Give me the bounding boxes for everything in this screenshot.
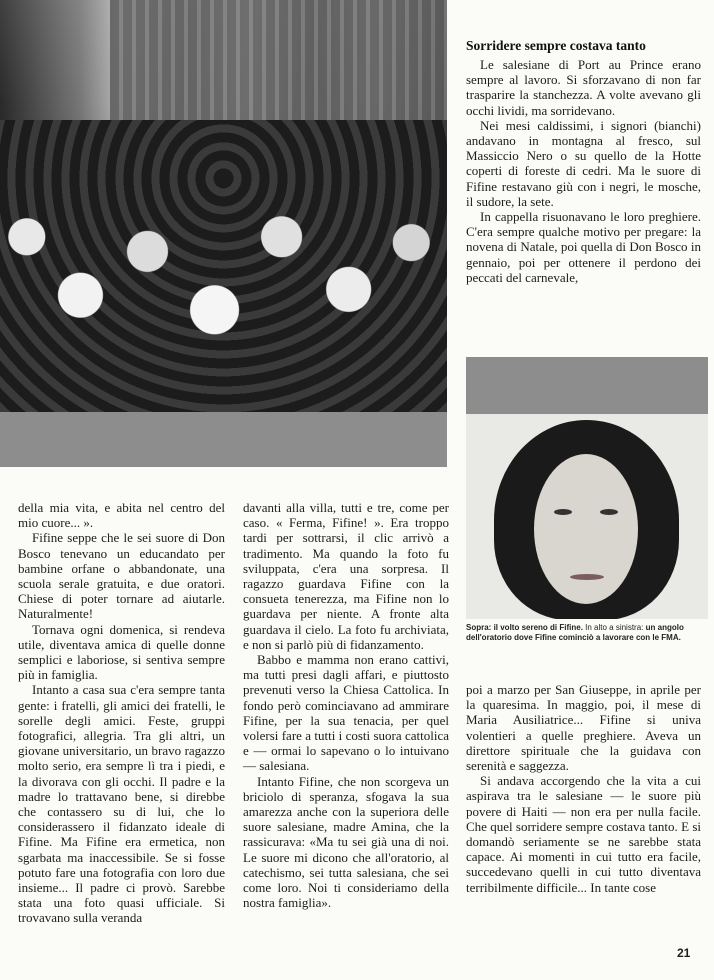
paragraph: Intanto Fifine, che non scorgeva un briciolo di speranza, sfogava la sua amarezza anche con la superiora delle suore salesiane, madre Amina, che la rassicurava: «Ma tu sei già una di noi. Le suore mi dicono che all'oratorio, al catechismo, sei tutta salesiana, che sei come loro. Noi ti consideriamo della nostra famiglia». <box>243 773 449 911</box>
caption-text: In alto a sinistra: <box>582 623 644 632</box>
portrait-eye <box>554 509 572 515</box>
paragraph: Si andava accorgendo che la vita a cui aspirava tra le salesiane — le suore più povere di Haiti — non era per nulla facile. Che quel sorridere sempre costava tanto. E si domandò seriamente se ne sarebbe stata capace. Ai momenti in cui tutto era facile, succedevano quelli in cui tutto diventava terribilmente difficile... In tante cose <box>466 773 701 895</box>
column-right-top <box>466 57 701 285</box>
oratory-photo <box>0 0 447 412</box>
portrait-photo <box>466 414 708 619</box>
photo-caption <box>466 623 708 643</box>
column-1 <box>18 500 225 926</box>
gray-band-right <box>466 357 708 414</box>
paragraph: Nei mesi caldissimi, i signori (bianchi) andavano in montagna al fresco, sul Massiccio Nero o su quello de la Hotte coperti di foreste di cedri. Ma le suore di Fifine restavano giù con i negri, le mosche, il sudore, la sete. <box>466 117 701 209</box>
section-heading: Sorridere sempre costava tanto <box>466 38 646 53</box>
paragraph: della mia vita, e abita nel centro del mio cuore... ». <box>18 500 225 531</box>
column-right-bottom <box>466 682 701 895</box>
paragraph: Babbo e mamma non erano cattivi, ma tutti presi dagli affari, e piuttosto prevenuti verso la Chiesa Cattolica. In fondo però cominciavano ad ammirare Fifine, per la sua tenacia, per quel volersi fare a tutti i costi suora cattolica e — ormai lo sapevano o lo intuivano — salesiana. <box>243 652 449 774</box>
gray-band-top <box>0 412 447 467</box>
paragraph: In cappella risuonavano le loro preghiere. C'era sempre qualche motivo per pregare: la novena di Natale, poi quella di Don Bosco in gennaio, poi per ottenere il perdono dei peccati del carnevale, <box>466 209 701 285</box>
column-2 <box>243 500 449 910</box>
paragraph: Intanto a casa sua c'era sempre tanta gente: i fratelli, gli amici dei fratelli, le sorelle degli amici. Feste, gruppi fotografici, allegria. Tra gli altri, un giovane universitario, un bravo ragazzo molto serio, era sempre lì tra i piedi, e la divorava con gli occhi. Il padre e la madre lo trattavano bene, si direbbe che contassero su di lui, che lo considerassero il fidanzato ideale di Fifine. Ma Fifine era ermetica, non sgarbata ma inaccessibile. Se si fosse potuto fare una fotografia con loro due insieme... Il padre ci provò. Sarebbe stata una foto quasi ufficiale. Si trovavano sulla veranda <box>18 682 225 926</box>
page-number: 21 <box>677 946 691 960</box>
paragraph: davanti alla villa, tutti e tre, come per caso. « Ferma, Fifine! ». Era troppo tardi per sottrarsi, il clic arrivò a tradimento. Ma quando la foto fu sviluppata, c'era una sorpresa. Il ragazzo guardava Fifine con la consueta tenerezza, ma Fifine non lo guardava per niente. A fronte alta guardava il cielo. La foto fu archiviata, e non si parlò più di fidanzamento. <box>243 500 449 652</box>
caption-bold: Sopra: <box>466 623 492 632</box>
crowd-of-children <box>0 120 447 412</box>
paragraph: poi a marzo per San Giuseppe, in aprile per la quaresima. In maggio, poi, il mese di Maria Ausiliatrice... Fifine si univa volentieri a quelle preghiere. Aveva un direttore spirituale che la guidava con serenità e saggezza. <box>466 682 701 774</box>
portrait-face <box>534 454 638 604</box>
caption-bold: il volto sereno di Fifine. <box>491 623 583 632</box>
portrait-eye <box>600 509 618 515</box>
paragraph: Le salesiane di Port au Prince erano sempre al lavoro. Si sforzavano di non far trasparire la stanchezza. A volte avevano gli occhi lividi, ma sorridevano. <box>466 57 701 118</box>
caption-bold: un angolo dell'oratorio dove Fifine cominciò a lavorare con le FMA. <box>466 623 684 642</box>
paragraph: Fifine seppe che le sei suore di Don Bosco tenevano un educandato per bambine orfane o abbandonate, una scuola serale gratuita, e due oratori. Chiese di poter tornare ad aiutarle. Naturalmente! <box>18 530 225 622</box>
paragraph: Tornava ogni domenica, si rendeva utile, diventava amica di quelle donne semplici e laboriose, si sentiva sempre più in famiglia. <box>18 621 225 683</box>
portrait-mouth <box>570 574 604 580</box>
